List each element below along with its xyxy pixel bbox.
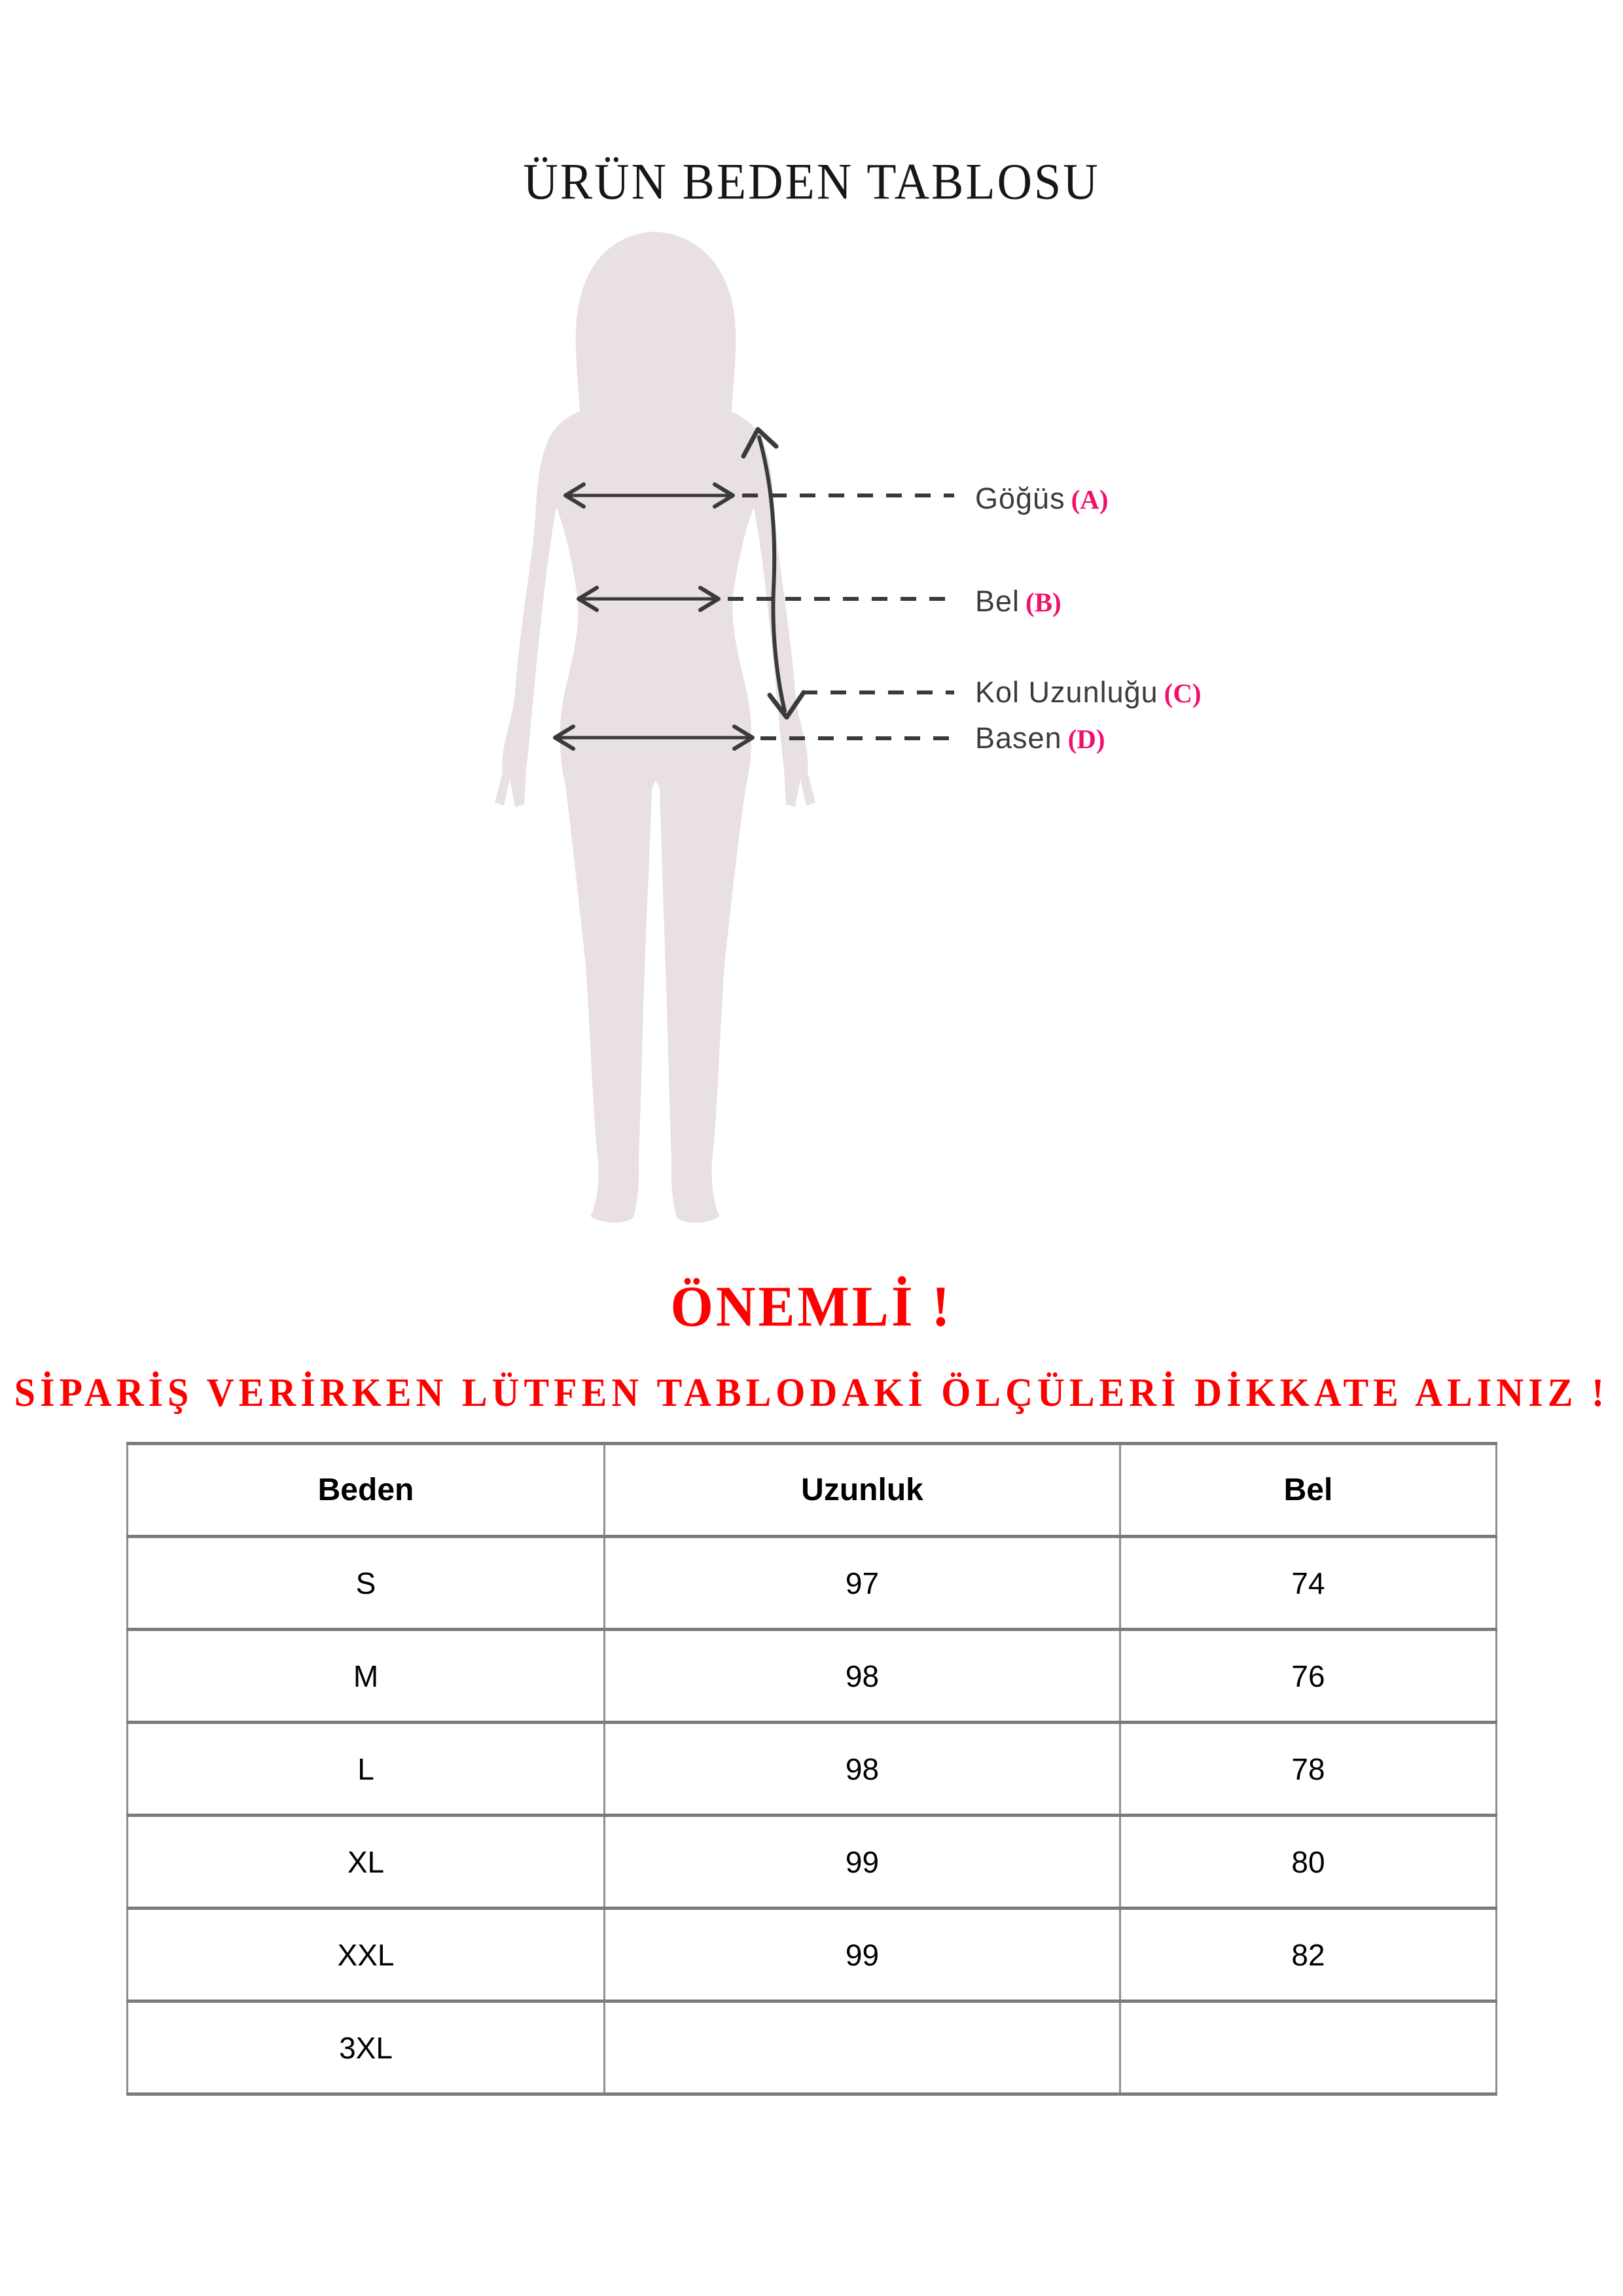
size-row-xxl <box>128 1909 1497 2001</box>
warning-text: SİPARİŞ VERİRKEN LÜTFEN TABLODAKİ ÖLÇÜLERİ DİKKATE ALINIZ ! <box>14 1370 1609 1415</box>
measurement-label-chest-text: Göğüs <box>975 482 1065 515</box>
cell-size: M <box>128 1630 605 1723</box>
cell-size: XL <box>128 1816 605 1909</box>
header-cell-beden: Beden <box>128 1444 605 1537</box>
measurement-letter-b: (B) <box>1026 587 1061 617</box>
cell-length: 97 <box>605 1537 1120 1630</box>
cell-size: S <box>128 1537 605 1630</box>
measurement-letter-d: (D) <box>1067 724 1105 754</box>
cell-size: 3XL <box>128 2001 605 2094</box>
measurement-label-waist-text: Bel <box>975 584 1020 618</box>
measurement-letter-a: (A) <box>1071 484 1109 514</box>
silhouette-body <box>495 399 815 1223</box>
cell-waist <box>1120 2001 1497 2094</box>
size-row-l <box>128 1723 1497 1816</box>
cell-length <box>605 2001 1120 2094</box>
cell-length: 99 <box>605 1909 1120 2001</box>
measurement-label-arm-length <box>975 675 1202 710</box>
cell-waist: 74 <box>1120 1537 1497 1630</box>
cell-length: 98 <box>605 1630 1120 1723</box>
cell-waist: 78 <box>1120 1723 1497 1816</box>
measurement-letter-c: (C) <box>1164 678 1202 708</box>
important-heading: ÖNEMLİ ! <box>670 1274 953 1339</box>
cell-size: L <box>128 1723 605 1816</box>
cell-waist: 76 <box>1120 1630 1497 1723</box>
header-cell-bel: Bel <box>1120 1444 1497 1537</box>
measurement-label-waist <box>975 584 1061 619</box>
measurement-label-hip-text: Basen <box>975 721 1062 755</box>
measurement-label-arm-text: Kol Uzunluğu <box>975 675 1158 709</box>
measurement-label-hip <box>975 721 1105 756</box>
cell-waist: 82 <box>1120 1909 1497 2001</box>
header-cell-uzunluk: Uzunluk <box>605 1444 1120 1537</box>
size-row-3xl <box>128 2001 1497 2094</box>
size-table <box>126 1442 1497 2096</box>
measurement-label-chest <box>975 481 1109 516</box>
page-title: ÜRÜN BEDEN TABLOSU <box>523 153 1100 211</box>
cell-waist: 80 <box>1120 1816 1497 1909</box>
cell-length: 98 <box>605 1723 1120 1816</box>
cell-size: XXL <box>128 1909 605 2001</box>
size-row-s <box>128 1537 1497 1630</box>
size-row-m <box>128 1630 1497 1723</box>
size-table-header-row <box>128 1444 1497 1537</box>
cell-length: 99 <box>605 1816 1120 1909</box>
size-row-xl <box>128 1816 1497 1909</box>
